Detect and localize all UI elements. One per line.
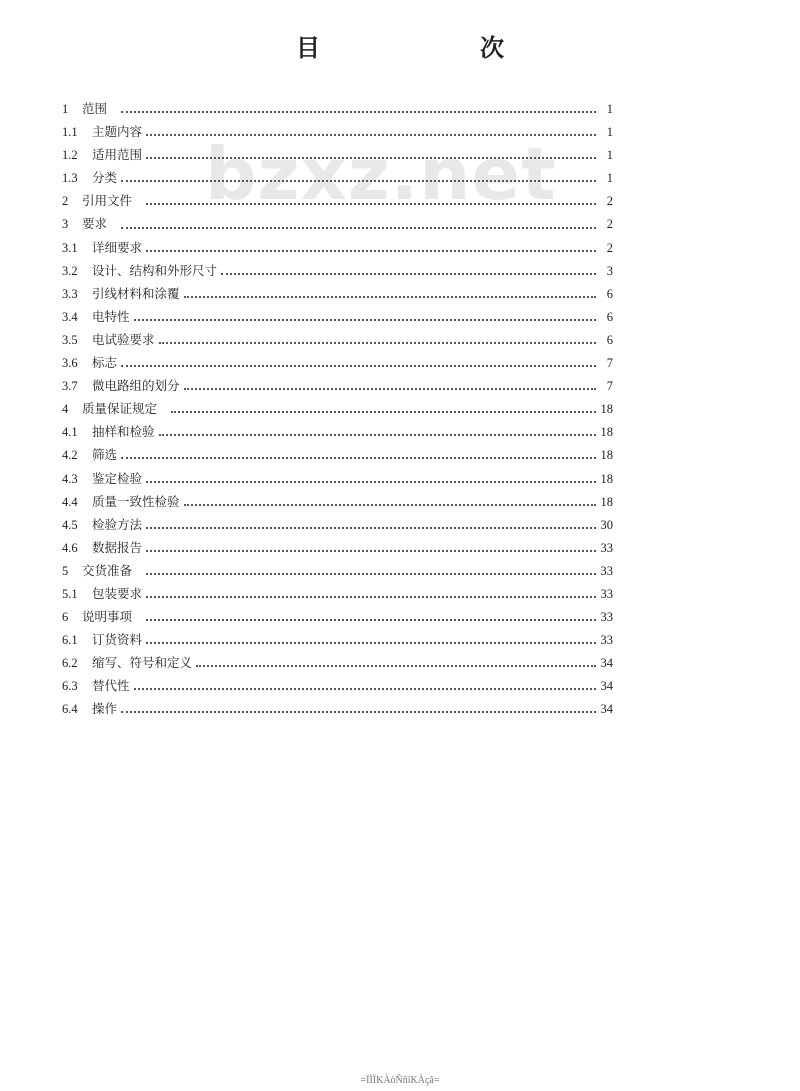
toc-entry-number: 3.7 <box>62 379 78 394</box>
toc-entry-number: 5 <box>62 563 69 578</box>
table-of-contents <box>62 97 613 721</box>
toc-entry-number: 3.5 <box>62 332 78 347</box>
toc-entry-title: 电特性 <box>92 308 130 324</box>
toc-entry-title: 主题内容 <box>92 124 143 140</box>
toc-entry-page-number: 6 <box>606 309 613 324</box>
toc-entry-number: 1.2 <box>62 148 78 163</box>
toc-entry[interactable] <box>62 236 613 259</box>
toc-entry[interactable] <box>62 166 613 189</box>
toc-entry-title: 分类 <box>92 170 118 186</box>
toc-dot-leader <box>121 456 596 459</box>
toc-entry-title: 标志 <box>92 355 118 371</box>
toc-entry-title: 范围 <box>82 101 108 116</box>
toc-entry-page-number: 33 <box>600 540 613 555</box>
toc-entry-title: 操作 <box>92 701 118 717</box>
toc-entry[interactable] <box>62 120 613 143</box>
toc-dot-leader <box>146 572 596 575</box>
toc-entry-title: 详细要求 <box>92 239 143 255</box>
toc-entry-title: 微电路组的划分 <box>92 378 180 394</box>
toc-entry-page-number: 3 <box>606 263 613 278</box>
toc-entry-number: 4.3 <box>62 471 78 486</box>
toc-entry-title: 质量保证规定 <box>82 401 158 417</box>
toc-entry-number: 3.1 <box>62 240 78 255</box>
toc-entry-title: 数据报告 <box>92 539 143 555</box>
toc-entry-title: 质量一致性检验 <box>92 493 180 509</box>
toc-entry-page-number: 1 <box>606 102 613 116</box>
toc-entry-page-number: 33 <box>600 586 613 601</box>
toc-entry-page-number: 7 <box>606 379 613 394</box>
toc-dot-leader <box>196 664 596 667</box>
toc-entry[interactable] <box>62 143 613 166</box>
toc-entry-page-number: 18 <box>600 471 613 486</box>
toc-dot-leader <box>146 156 596 159</box>
toc-entry-page-number: 34 <box>600 679 613 694</box>
toc-entry[interactable] <box>62 374 613 397</box>
toc-dot-leader <box>146 549 596 552</box>
page-title: 目 次 <box>296 34 572 62</box>
toc-entry[interactable] <box>62 328 613 351</box>
toc-entry-title: 抽样和检验 <box>92 424 155 440</box>
toc-entry-page-number: 33 <box>600 633 613 648</box>
toc-entry-number: 3.3 <box>62 286 78 301</box>
toc-entry-number: 6.3 <box>62 679 78 694</box>
toc-entry-number: 3.6 <box>62 356 78 371</box>
toc-entry-number: 6.4 <box>62 702 78 717</box>
toc-dot-leader <box>221 272 596 275</box>
toc-dot-leader <box>146 249 596 252</box>
toc-entry-title: 缩写、符号和定义 <box>92 655 193 671</box>
toc-entry[interactable] <box>62 582 613 605</box>
toc-dot-leader <box>146 641 596 644</box>
toc-dot-leader <box>121 226 596 229</box>
toc-entry-number: 6.1 <box>62 633 78 648</box>
toc-dot-leader <box>146 133 596 136</box>
toc-dot-leader <box>121 179 596 182</box>
toc-dot-leader <box>134 318 596 321</box>
toc-entry-page-number: 34 <box>600 702 613 717</box>
toc-dot-leader <box>184 387 596 390</box>
toc-entry-number: 5.1 <box>62 586 78 601</box>
toc-entry-title: 引线材料和涂覆 <box>92 285 180 301</box>
toc-entry-page-number: 1 <box>606 125 613 140</box>
toc-dot-leader <box>171 410 596 413</box>
toc-entry-title: 替代性 <box>92 678 130 694</box>
toc-entry-title: 交货准备 <box>82 562 133 578</box>
toc-entry-title: 检验方法 <box>92 516 143 532</box>
toc-entry-page-number: 2 <box>606 217 613 232</box>
toc-entry[interactable] <box>62 605 613 628</box>
toc-entry[interactable] <box>62 490 613 513</box>
toc-entry-page-number: 1 <box>606 148 613 163</box>
toc-entry-page-number: 1 <box>606 171 613 186</box>
toc-entry-title: 包装要求 <box>92 585 143 601</box>
toc-dot-leader <box>121 364 596 367</box>
toc-entry-title: 要求 <box>82 216 108 232</box>
watermark: bzxz.net <box>205 132 557 216</box>
toc-entry[interactable] <box>62 212 613 235</box>
toc-entry[interactable] <box>62 536 613 559</box>
toc-entry[interactable] <box>62 674 613 697</box>
toc-entry[interactable] <box>62 443 613 466</box>
toc-dot-leader <box>146 480 596 483</box>
toc-entry-page-number: 30 <box>600 517 613 532</box>
toc-entry[interactable] <box>62 397 613 420</box>
toc-entry[interactable] <box>62 628 613 651</box>
toc-entry-number: 4.4 <box>62 494 78 509</box>
toc-dot-leader <box>121 710 596 713</box>
toc-dot-leader <box>159 433 596 436</box>
toc-entry-number: 3.2 <box>62 263 78 278</box>
toc-entry-number: 4.2 <box>62 448 78 463</box>
toc-entry[interactable] <box>62 282 613 305</box>
toc-entry-number: 4.1 <box>62 425 78 440</box>
toc-entry-title: 设计、结构和外形尺寸 <box>92 262 218 278</box>
toc-dot-leader <box>184 503 596 506</box>
toc-entry[interactable] <box>62 351 613 374</box>
toc-entry[interactable] <box>62 467 613 490</box>
toc-dot-leader <box>146 526 596 529</box>
toc-entry-number: 6 <box>62 610 69 625</box>
toc-entry-page-number: 18 <box>600 402 613 417</box>
toc-entry[interactable] <box>62 559 613 582</box>
toc-entry[interactable] <box>62 189 613 212</box>
toc-entry-number: 1.1 <box>62 125 78 140</box>
toc-dot-leader <box>146 595 596 598</box>
toc-entry[interactable] <box>62 305 613 328</box>
toc-dot-leader <box>184 295 596 298</box>
toc-entry-number: 4 <box>62 402 69 417</box>
toc-entry-title: 说明事项 <box>82 609 133 625</box>
toc-entry-number: 4.6 <box>62 540 78 555</box>
toc-entry-number: 1.3 <box>62 171 78 186</box>
toc-entry-page-number: 6 <box>606 332 613 347</box>
toc-entry-page-number: 33 <box>600 610 613 625</box>
toc-dot-leader <box>121 110 596 113</box>
toc-entry-title: 筛选 <box>92 447 118 463</box>
toc-dot-leader <box>134 687 596 690</box>
toc-entry-number: 4.5 <box>62 517 78 532</box>
toc-entry-number: 1 <box>62 102 69 116</box>
toc-entry-title: 订货资料 <box>92 632 143 648</box>
toc-entry-title: 鉴定检验 <box>92 470 143 486</box>
toc-entry-page-number: 2 <box>606 240 613 255</box>
toc-entry-page-number: 33 <box>600 563 613 578</box>
toc-entry[interactable] <box>62 513 613 536</box>
toc-entry-page-number: 34 <box>600 656 613 671</box>
toc-entry-page-number: 18 <box>600 448 613 463</box>
toc-dot-leader <box>146 202 596 205</box>
toc-entry[interactable] <box>62 697 613 720</box>
toc-dot-leader <box>146 618 596 621</box>
page-footer: =ÏÏÏKÀòÑñïKÀçã= <box>360 1075 440 1086</box>
toc-entry-page-number: 18 <box>600 494 613 509</box>
toc-entry-title: 适用范围 <box>92 147 143 163</box>
toc-entry[interactable] <box>62 420 613 443</box>
toc-entry-number: 6.2 <box>62 656 78 671</box>
toc-entry-page-number: 18 <box>600 425 613 440</box>
toc-entry-title: 引用文件 <box>82 193 133 209</box>
toc-entry-page-number: 7 <box>606 356 613 371</box>
toc-dot-leader <box>159 341 596 344</box>
toc-entry-title: 电试验要求 <box>92 331 155 347</box>
toc-entry-page-number: 2 <box>606 194 613 209</box>
toc-entry-number: 3.4 <box>62 309 78 324</box>
toc-entry-number: 3 <box>62 217 69 232</box>
toc-entry-number: 2 <box>62 194 69 209</box>
toc-entry-page-number: 6 <box>606 286 613 301</box>
toc-entry[interactable] <box>62 651 613 674</box>
toc-entry[interactable] <box>62 259 613 282</box>
toc-entry[interactable] <box>62 97 613 120</box>
